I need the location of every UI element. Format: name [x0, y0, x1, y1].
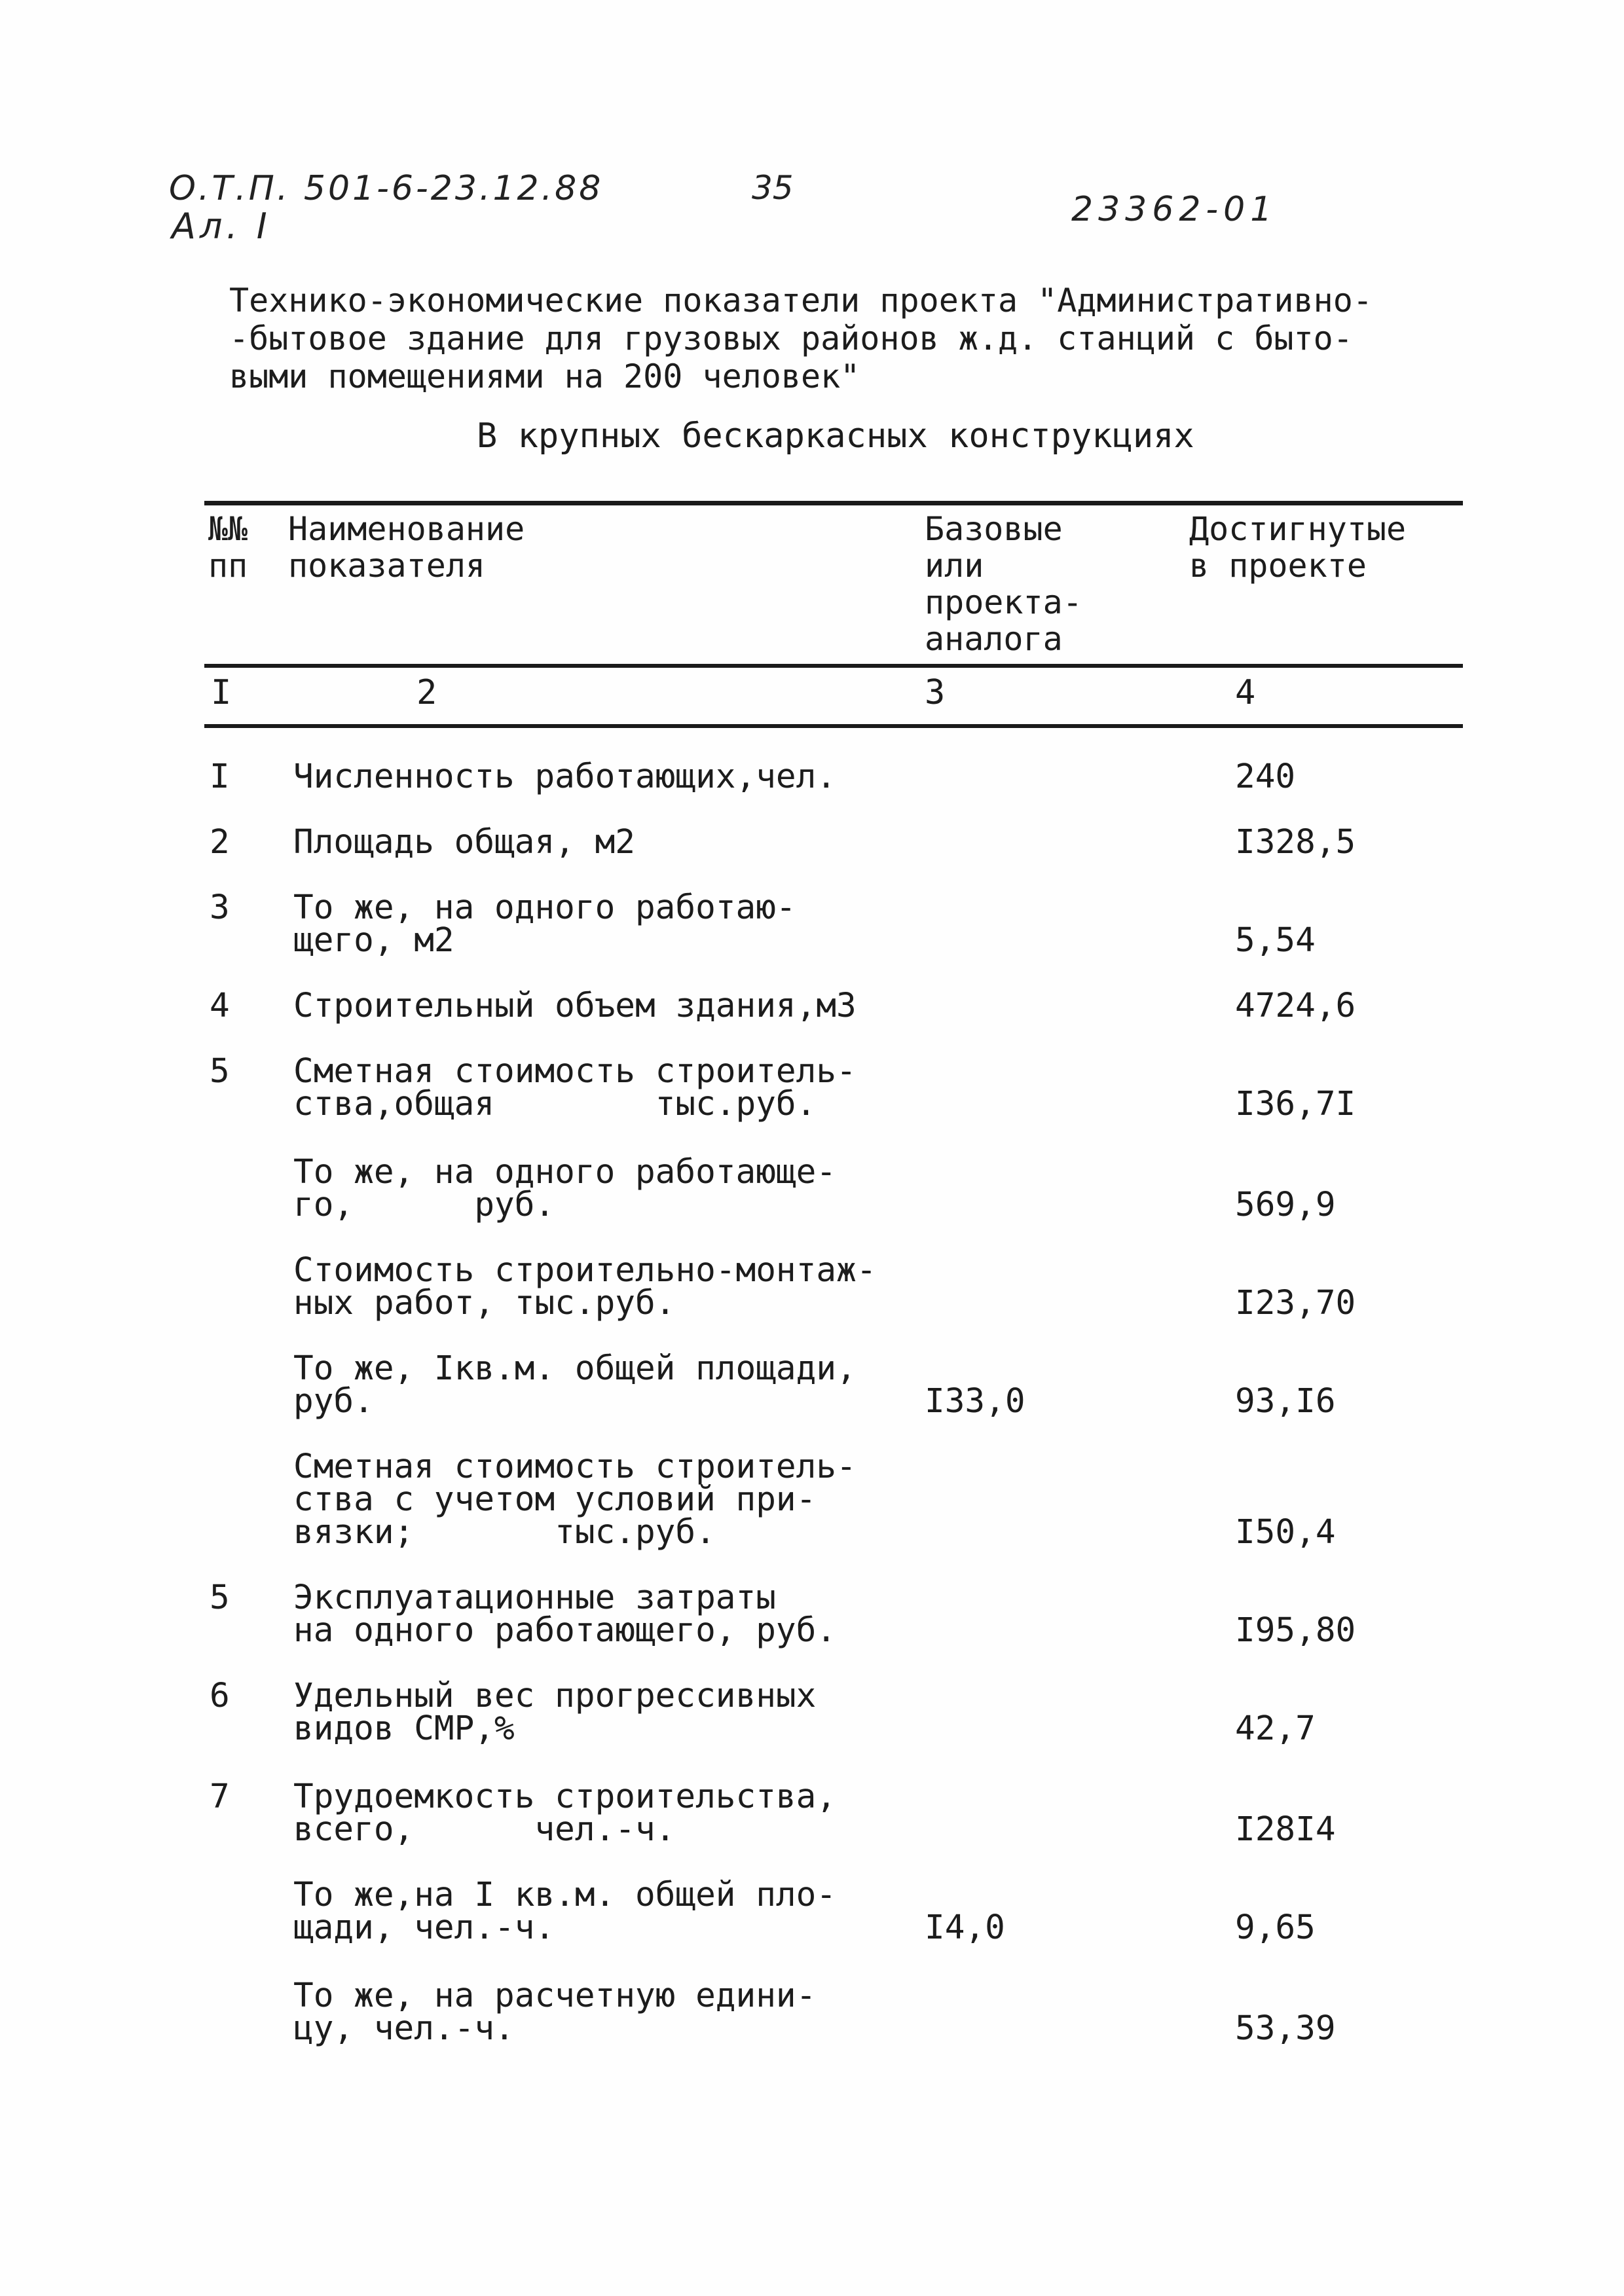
column-number-3: 3	[925, 673, 946, 712]
row-indicator-name: Площадь общая, м2	[293, 823, 635, 862]
row-base-value: I4,0	[925, 1908, 1005, 1947]
document-title: Технико-экономические показатели проекта "Административно- -бытовое здание для грузовых районов ж.д. станций с быто- выми помещениями на 200 человек"	[229, 282, 1373, 395]
row-indicator-name: Сметная стоимость строитель- ства,общая тыс.руб.	[293, 1052, 857, 1123]
table-rule-top	[204, 501, 1463, 505]
row-indicator-name: То же, на одного работаю- щего, м2	[293, 888, 796, 960]
row-achieved-value: I28I4	[1235, 1810, 1336, 1849]
column-header-base: Базовые или проекта- аналога	[925, 510, 1082, 658]
table-row	[0, 1153, 1624, 1224]
row-achieved-value: 569,9	[1235, 1186, 1336, 1224]
row-indicator-name: Удельный вес прогрессивных видов СМР,%	[293, 1677, 817, 1748]
row-indicator-name: Сметная стоимость строитель- ства с учетом условий при- вязки; тыс.руб.	[293, 1448, 857, 1552]
row-indicator-name: То же, Iкв.м. общей площади, руб.	[293, 1349, 857, 1421]
row-achieved-value: 93,I6	[1235, 1382, 1336, 1421]
table-row	[0, 1777, 1624, 1849]
column-header-achieved: Достигнутые в проекте	[1189, 510, 1407, 585]
document-number: 23362-01	[1071, 190, 1278, 229]
column-header-number: №№ пп	[208, 510, 248, 585]
row-indicator-name: То же,на I кв.м. общей пло- щади, чел.-ч.	[293, 1876, 837, 1947]
table-row	[0, 1052, 1624, 1123]
row-number: 4	[210, 987, 230, 1025]
table-row	[0, 1578, 1624, 1650]
column-header-name: Наименование показателя	[288, 510, 525, 585]
row-achieved-value: 5,54	[1235, 921, 1316, 960]
row-indicator-name: То же, на расчетную едини- цу, чел.-ч.	[293, 1977, 817, 2048]
table-row	[0, 987, 1624, 1025]
table-row	[0, 1677, 1624, 1748]
table-rule-body	[204, 724, 1463, 728]
table-row	[0, 1977, 1624, 2048]
table-row	[0, 757, 1624, 796]
column-number-2: 2	[416, 673, 437, 712]
row-base-value: I33,0	[925, 1382, 1025, 1421]
row-number: 3	[210, 888, 230, 927]
row-achieved-value: I36,7I	[1235, 1085, 1356, 1123]
column-number-1: I	[211, 673, 232, 712]
sheet-label: Ал. I	[172, 206, 271, 247]
row-achieved-value: I23,70	[1235, 1284, 1356, 1322]
row-achieved-value: 4724,6	[1235, 987, 1356, 1025]
column-number-4: 4	[1235, 673, 1256, 712]
row-indicator-name: Трудоемкость строительства, всего, чел.-ч.	[293, 1777, 837, 1849]
row-achieved-value: 9,65	[1235, 1908, 1316, 1947]
document-subtitle: В крупных бескаркасных конструкциях	[477, 416, 1194, 456]
row-indicator-name: Стоимость строительно-монтаж- ных работ, тыс.руб.	[293, 1251, 877, 1322]
table-row	[0, 1349, 1624, 1421]
row-number: 5	[210, 1578, 230, 1617]
row-achieved-value: 240	[1235, 757, 1296, 796]
table-row	[0, 1876, 1624, 1947]
row-indicator-name: Эксплуатационные затраты на одного работающего, руб.	[293, 1578, 837, 1650]
page-number: 35	[752, 169, 794, 207]
table-row	[0, 1448, 1624, 1552]
row-achieved-value: I50,4	[1235, 1513, 1336, 1552]
row-indicator-name: Численность работающих,чел.	[293, 757, 837, 796]
row-achieved-value: 42,7	[1235, 1709, 1316, 1748]
row-number: I	[210, 757, 230, 796]
row-achieved-value: I95,80	[1235, 1611, 1356, 1650]
table-rule-header	[204, 664, 1463, 668]
row-number: 6	[210, 1677, 230, 1715]
document-code: О.Т.П. 501-6-23.12.88	[169, 169, 604, 208]
table-row	[0, 1251, 1624, 1322]
table-row	[0, 888, 1624, 960]
row-achieved-value: 53,39	[1235, 2009, 1336, 2048]
row-indicator-name: Строительный объем здания,м3	[293, 987, 857, 1025]
row-indicator-name: То же, на одного работающе- го, руб.	[293, 1153, 837, 1224]
row-achieved-value: I328,5	[1235, 823, 1356, 862]
row-number: 2	[210, 823, 230, 862]
row-number: 7	[210, 1777, 230, 1816]
row-number: 5	[210, 1052, 230, 1091]
table-row	[0, 823, 1624, 862]
